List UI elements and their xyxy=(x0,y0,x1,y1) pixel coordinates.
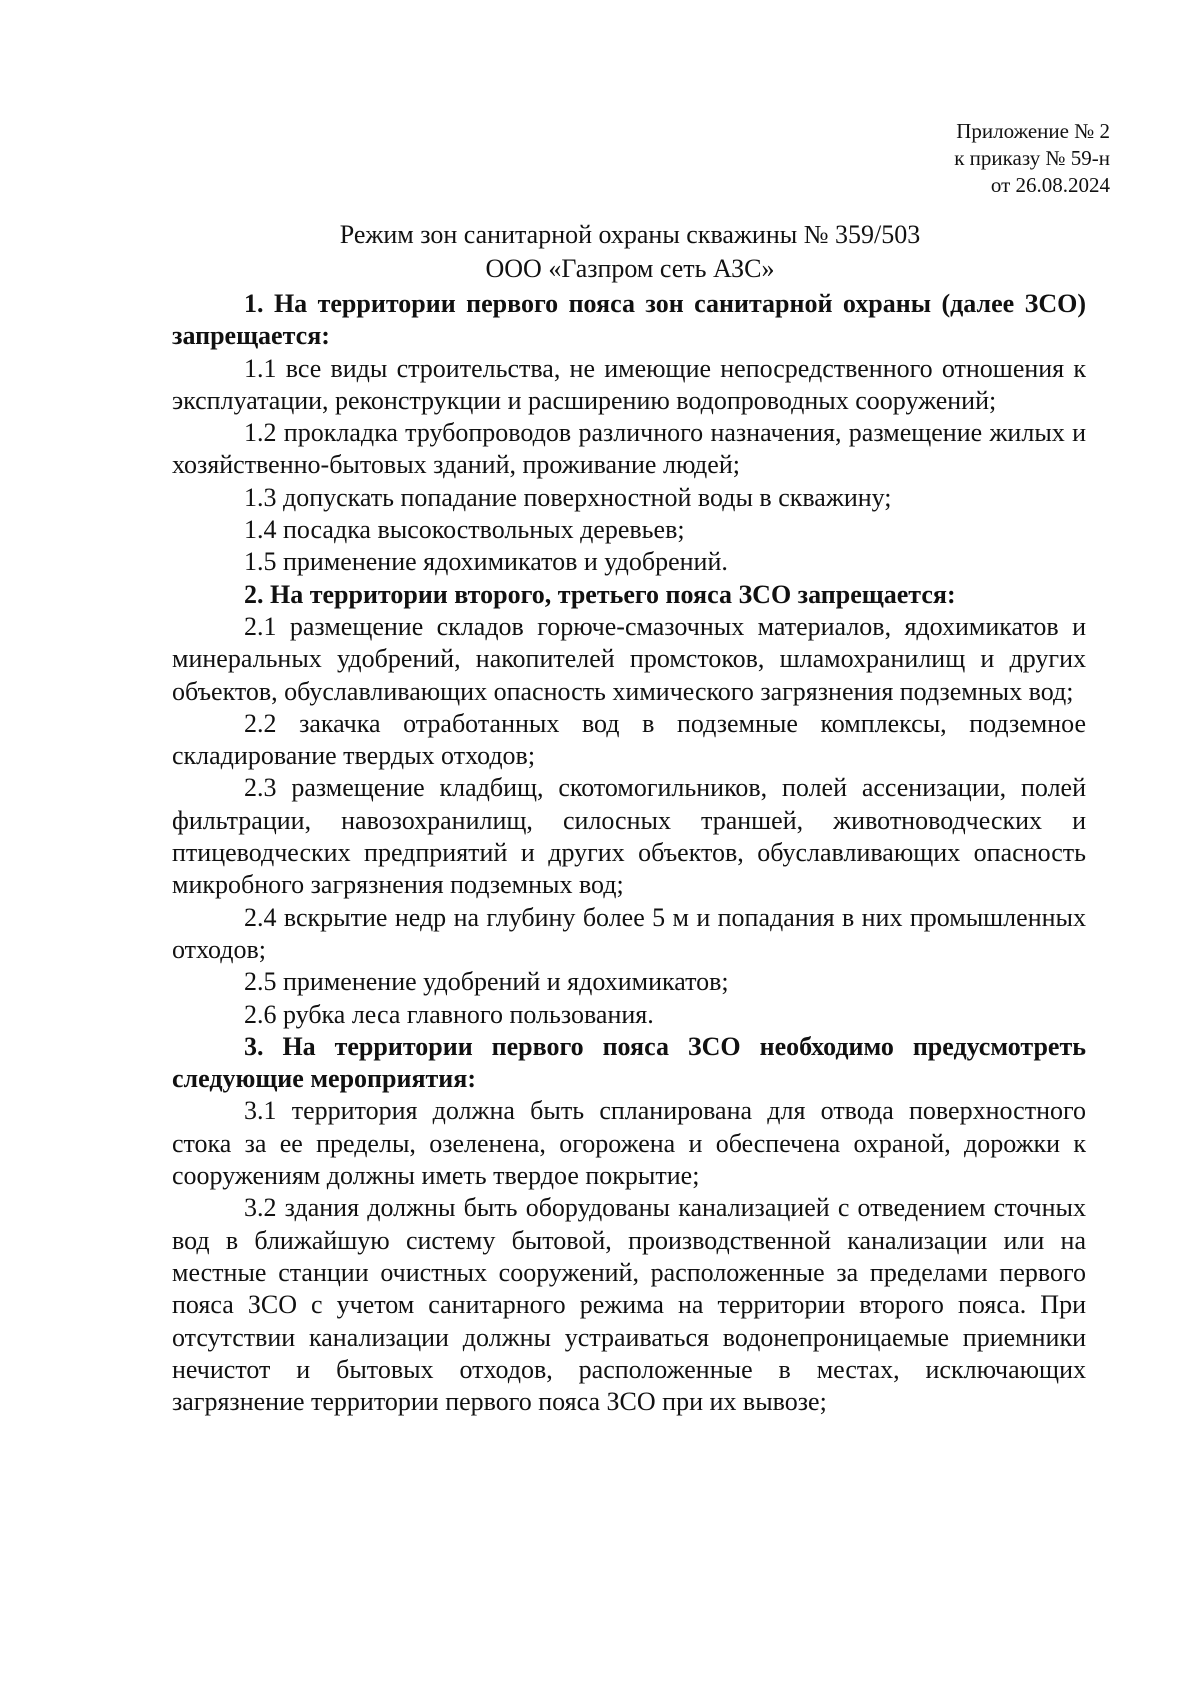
paragraph-1-2: 1.2 прокладка трубопроводов различного назначения, размещение жилых и хозяйственно-бытовых зданий, проживание людей; xyxy=(172,418,1086,480)
title-line-1: Режим зон санитарной охраны скважины № 359/503 xyxy=(339,220,921,249)
paragraph-2-3: 2.3 размещение кладбищ, скотомогильников, полей ассенизации, полей фильтрации, навозохранилищ, силосных траншей, животноводческих и птицеводческих предприятий и других объектов, обуславливающих опасность микробного загрязнения подземных вод; xyxy=(172,773,1086,900)
document-title xyxy=(170,218,1090,286)
paragraph-1-4: 1.4 посадка высокоствольных деревьев; xyxy=(244,515,685,545)
paragraph-2-2: 2.2 закачка отработанных вод в подземные комплексы, подземное складирование твердых отходов; xyxy=(172,708,1086,771)
order-date: от 26.08.2024 xyxy=(990,173,1110,197)
title-line-2: ООО «Газпром сеть АЗС» xyxy=(485,254,775,283)
paragraph-3-1: 3.1 территория должна быть спланирована для отвода поверхностного стока за ее пределы, озеленена, огорожена и обеспечена охраной, дорожки к сооружениям должны иметь твердое покрытие; xyxy=(172,1096,1086,1191)
section-heading-2: 2. На территории второго, третьего пояса ЗСО запрещается: xyxy=(244,579,956,609)
order-reference: к приказу № 59-н xyxy=(954,146,1110,170)
paragraph-2-4: 2.4 вскрытие недр на глубину более 5 м и попадания в них промышленных отходов; xyxy=(172,902,1086,964)
section-heading-3: 3. На территории первого пояса ЗСО необходимо предусмотреть следующие мероприятия: xyxy=(172,1031,1086,1094)
section-heading-1: 1. На территории первого пояса зон санитарной охраны (далее ЗСО) запрещается: xyxy=(172,289,1086,351)
paragraph-1-3: 1.3 допускать попадание поверхностной воды в скважину; xyxy=(244,482,892,512)
paragraph-1-5: 1.5 применение ядохимикатов и удобрений. xyxy=(244,547,728,577)
paragraph-3-2: 3.2 здания должны быть оборудованы канализацией с отведением сточных вод в ближайшую систему бытовой, производственной канализации или на местные станции очистных сооружений, расположенные за пределами первого пояса ЗСО с учетом санитарного режима на территории второго пояса. При отсутствии канализации должны устраиваться водонепроницаемые приемники нечистот и бытовых отходов, расположенные в местах, исключающих загрязнение территории первого пояса ЗСО при их вывозе; xyxy=(172,1193,1086,1417)
appendix-header xyxy=(954,118,1110,199)
document-body xyxy=(172,288,1086,1418)
appendix-number: Приложение № 2 xyxy=(956,119,1110,143)
paragraph-2-1: 2.1 размещение складов горюче-смазочных материалов, ядохимикатов и минеральных удобрений, накопителей промстоков, шламохранилищ и других объектов, обуславливающих опасность химического загрязнения подземных вод; xyxy=(172,611,1086,706)
paragraph-2-5: 2.5 применение удобрений и ядохимикатов; xyxy=(244,967,729,997)
paragraph-1-1: 1.1 все виды строительства, не имеющие непосредственного отношения к эксплуатации, реконструкции и расширению водопроводных сооружений; xyxy=(172,353,1086,415)
paragraph-2-6: 2.6 рубка леса главного пользования. xyxy=(244,999,654,1029)
